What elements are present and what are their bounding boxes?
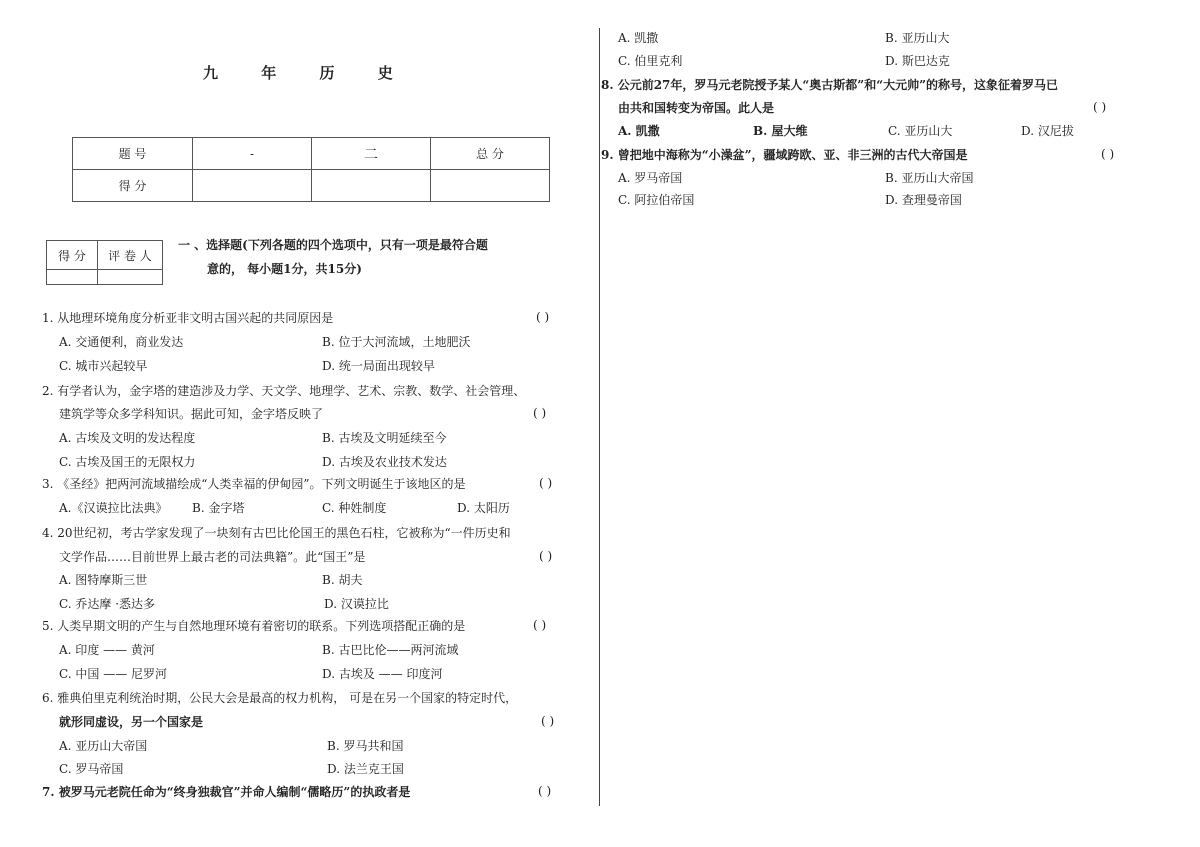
question-stem-cont: 就形同虚设，另一个国家是 xyxy=(59,715,204,729)
question-stem-cont: 文学作品……目前世界上最古老的司法典籍”。此“国王”是 xyxy=(59,550,366,564)
option[interactable]: C. 乔达摩 ·悉达多 xyxy=(59,597,156,611)
option[interactable]: B. 亚历山大帝国 xyxy=(885,171,974,185)
score-header-cell: - xyxy=(193,138,312,170)
title-char: 史 xyxy=(377,64,393,82)
question-stem: 6. 雅典伯里克利统治时期，公民大会是最高的权力机构， 可是在另一个国家的特定时代， xyxy=(42,691,518,705)
option[interactable]: D. 统一局面出现较早 xyxy=(322,359,435,373)
section-heading-cont: 意的， 每小题1分，共15分) xyxy=(207,262,362,276)
question-stem-cont: 由共和国转变为帝国。此人是 xyxy=(618,101,775,115)
answer-parens[interactable]: ( ) xyxy=(1093,100,1107,114)
option[interactable]: C. 伯里克利 xyxy=(618,54,683,68)
title-char: 九 xyxy=(203,64,219,82)
option[interactable]: D. 查理曼帝国 xyxy=(885,193,962,207)
score-cell[interactable] xyxy=(312,170,431,202)
question-stem: 8. 公元前27年，罗马元老院授予某人“奥古斯都”和“大元帅”的称号，这象征着罗马已 xyxy=(601,78,1059,92)
score-row-label: 得 分 xyxy=(73,170,193,202)
page-title xyxy=(203,62,393,83)
option[interactable]: C. 古埃及国王的无限权力 xyxy=(59,455,196,469)
option[interactable]: A. 交通便利，商业发达 xyxy=(59,335,184,349)
option[interactable]: B. 古巴比伦——两河流域 xyxy=(322,643,459,657)
option[interactable]: B. 胡夫 xyxy=(322,573,363,587)
score-header-cell: 二 xyxy=(312,138,431,170)
grader-score-label: 得 分 xyxy=(47,241,98,270)
question-stem: 2. 有学者认为，金字塔的建造涉及力学、天文学、地理学、艺术、宗教、数学、社会管理、 xyxy=(42,384,526,398)
question-stem: 1. 从地理环境角度分析亚非文明古国兴起的共同原因是 xyxy=(42,311,334,325)
answer-parens[interactable]: ( ) xyxy=(539,549,553,563)
question-stem-cont: 建筑学等众多学科知识。据此可知，金字塔反映了 xyxy=(59,407,324,421)
option[interactable]: D. 古埃及农业技术发达 xyxy=(322,455,447,469)
score-header-cell: 题 号 xyxy=(73,138,193,170)
question-stem: 4. 20世纪初，考古学家发现了一块刻有古巴比伦国王的黑色石柱，它被称为“一件历史和 xyxy=(42,526,511,540)
section-heading: 一 、选择题(下列各题的四个选项中，只有一项是最符合题 xyxy=(178,238,488,252)
answer-parens[interactable]: ( ) xyxy=(539,476,553,490)
option[interactable]: B. 亚历山大 xyxy=(885,31,950,45)
option[interactable]: D. 法兰克王国 xyxy=(327,762,404,776)
option[interactable]: A. 图特摩斯三世 xyxy=(59,573,148,587)
question-stem: 9. 曾把地中海称为“小澡盆”，疆域跨欧、亚、非三洲的古代大帝国是 xyxy=(601,148,968,162)
option[interactable]: A.《汉谟拉比法典》 xyxy=(59,501,168,515)
answer-parens[interactable]: ( ) xyxy=(538,784,552,798)
answer-parens[interactable]: ( ) xyxy=(536,310,550,324)
option[interactable]: D. 汉尼拔 xyxy=(1021,124,1074,138)
option[interactable]: B. 古埃及文明延续至今 xyxy=(322,431,447,445)
grader-table xyxy=(46,240,163,285)
answer-parens[interactable]: ( ) xyxy=(541,714,555,728)
option[interactable]: C. 城市兴起较早 xyxy=(59,359,148,373)
option[interactable]: B. 金字塔 xyxy=(192,501,245,515)
option[interactable]: B. 位于大河流域，土地肥沃 xyxy=(322,335,471,349)
answer-parens[interactable]: ( ) xyxy=(1101,147,1115,161)
title-char: 年 xyxy=(261,64,277,82)
option[interactable]: D. 斯巴达克 xyxy=(885,54,950,68)
option[interactable]: A. 亚历山大帝国 xyxy=(59,739,148,753)
answer-parens[interactable]: ( ) xyxy=(533,406,547,420)
option[interactable]: B. 罗马共和国 xyxy=(327,739,404,753)
grader-name-cell[interactable] xyxy=(98,270,163,285)
option[interactable]: C. 罗马帝国 xyxy=(59,762,124,776)
column-divider xyxy=(599,28,600,806)
option[interactable]: A. 印度 —— 黄河 xyxy=(59,643,155,657)
option[interactable]: A. 凯撒 xyxy=(618,124,660,138)
grader-score-cell[interactable] xyxy=(47,270,98,285)
option[interactable]: D. 汉谟拉比 xyxy=(324,597,389,611)
score-cell[interactable] xyxy=(193,170,312,202)
question-stem: 7. 被罗马元老院任命为“终身独裁官”并命人编制“儒略历”的执政者是 xyxy=(42,785,411,799)
option[interactable]: A. 罗马帝国 xyxy=(618,171,683,185)
option[interactable]: D. 古埃及 —— 印度河 xyxy=(322,667,443,681)
option[interactable]: C. 中国 —— 尼罗河 xyxy=(59,667,168,681)
option[interactable]: A. 古埃及文明的发达程度 xyxy=(59,431,196,445)
option[interactable]: B. 屋大维 xyxy=(753,124,808,138)
option[interactable]: D. 太阳历 xyxy=(457,501,510,515)
score-cell[interactable] xyxy=(431,170,550,202)
option[interactable]: A. 凯撒 xyxy=(618,31,659,45)
option[interactable]: C. 阿拉伯帝国 xyxy=(618,193,695,207)
score-header-cell: 总 分 xyxy=(431,138,550,170)
answer-parens[interactable]: ( ) xyxy=(533,618,547,632)
grader-name-label: 评 卷 人 xyxy=(98,241,163,270)
option[interactable]: C. 亚历山大 xyxy=(888,124,953,138)
question-stem: 5. 人类早期文明的产生与自然地理环境有着密切的联系。下列选项搭配正确的是 xyxy=(42,619,466,633)
question-stem: 3. 《圣经》把两河流域描绘成“人类幸福的伊甸园”。下列文明诞生于该地区的是 xyxy=(42,477,466,491)
title-char: 历 xyxy=(319,64,335,82)
option[interactable]: C. 种姓制度 xyxy=(322,501,387,515)
score-table xyxy=(72,137,550,202)
